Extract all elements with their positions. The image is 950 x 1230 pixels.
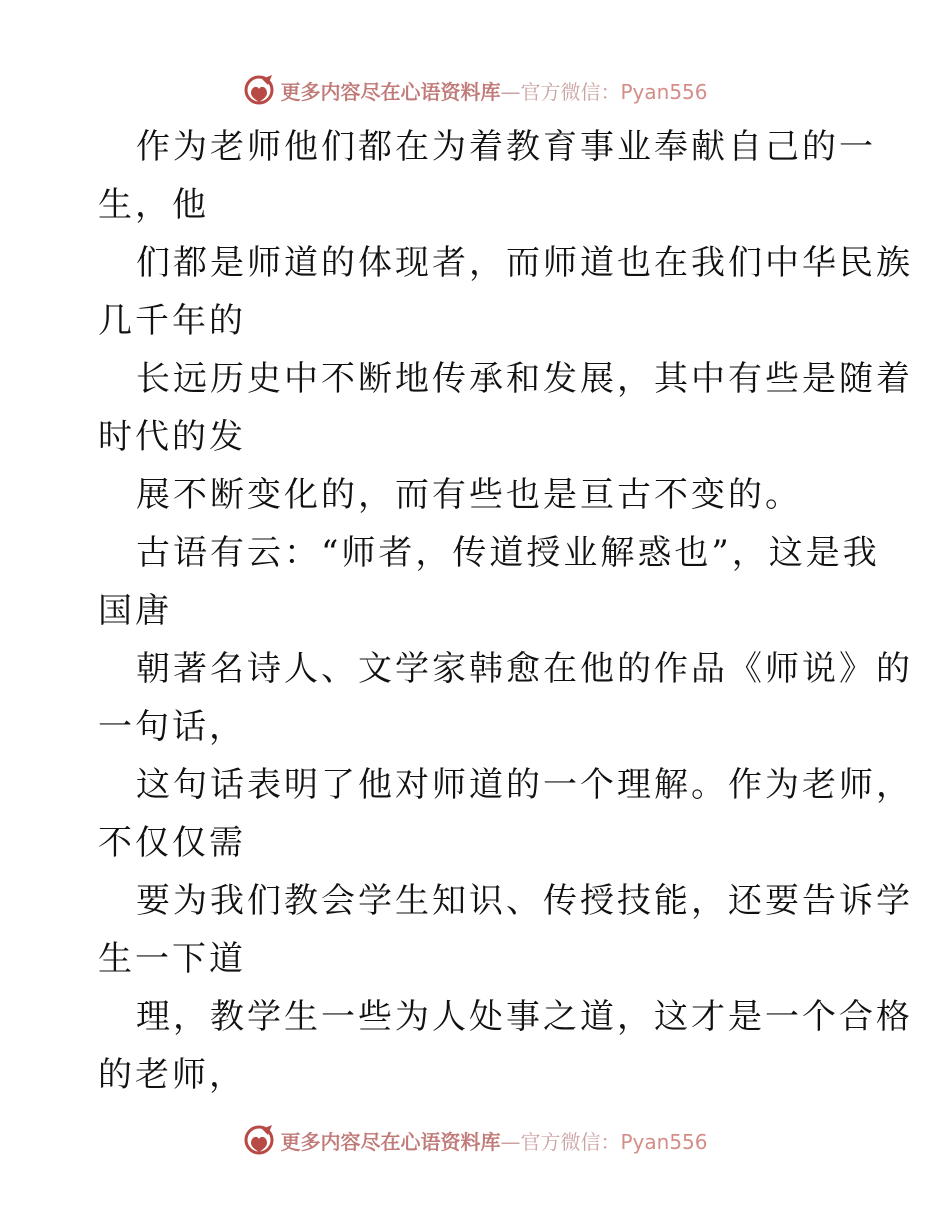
footer-separator: — [500, 1129, 521, 1154]
body-line: 时代的发 [98, 417, 246, 457]
body-line: 一句话， [98, 707, 246, 747]
body-line: 这句话表明了他对师道的一个理解。作为老师， [136, 765, 913, 805]
body-line: 长远历史中不断地传承和发展，其中有些是随着 [136, 359, 913, 399]
header-separator: — [500, 79, 521, 104]
document-body [98, 118, 913, 1104]
body-line: 们都是师道的体现者，而师道也在我们中华民族 [136, 243, 913, 283]
footer-watermark [0, 1120, 950, 1160]
heart-pen-logo-icon [242, 1123, 276, 1157]
body-line: 不仅仅需 [98, 823, 246, 863]
footer-site-name: 更多内容尽在心语资料库 [280, 1129, 501, 1154]
body-line: 展不断变化的，而有些也是亘古不变的。 [136, 475, 802, 515]
body-line: 的老师， [98, 1055, 246, 1095]
footer-wechat-label: 官方微信： [520, 1129, 621, 1154]
body-line: 理，教学生一些为人处事之道，这才是一个合格 [136, 997, 913, 1037]
body-line: 要为我们教会学生知识、传授技能，还要告诉学 [136, 881, 913, 921]
header-wechat-label: 官方微信： [520, 79, 621, 104]
footer-watermark-text [280, 1126, 707, 1155]
header-wechat-id: Pyan556 [620, 79, 708, 104]
body-line: 作为老师他们都在为着教育事业奉献自己的一 [136, 127, 876, 167]
body-line: 古语有云：“师者，传道授业解惑也”，这是我 [136, 533, 880, 573]
body-line: 生，他 [98, 185, 209, 225]
header-site-name: 更多内容尽在心语资料库 [280, 79, 501, 104]
body-line: 几千年的 [98, 301, 246, 341]
header-watermark-text [280, 76, 707, 105]
body-line: 生一下道 [98, 939, 246, 979]
body-line: 国唐 [98, 591, 172, 631]
heart-pen-logo-icon [242, 73, 276, 107]
footer-wechat-id: Pyan556 [620, 1129, 708, 1154]
body-line: 朝著名诗人、文学家韩愈在他的作品《师说》的 [136, 649, 913, 689]
header-watermark [0, 70, 950, 110]
